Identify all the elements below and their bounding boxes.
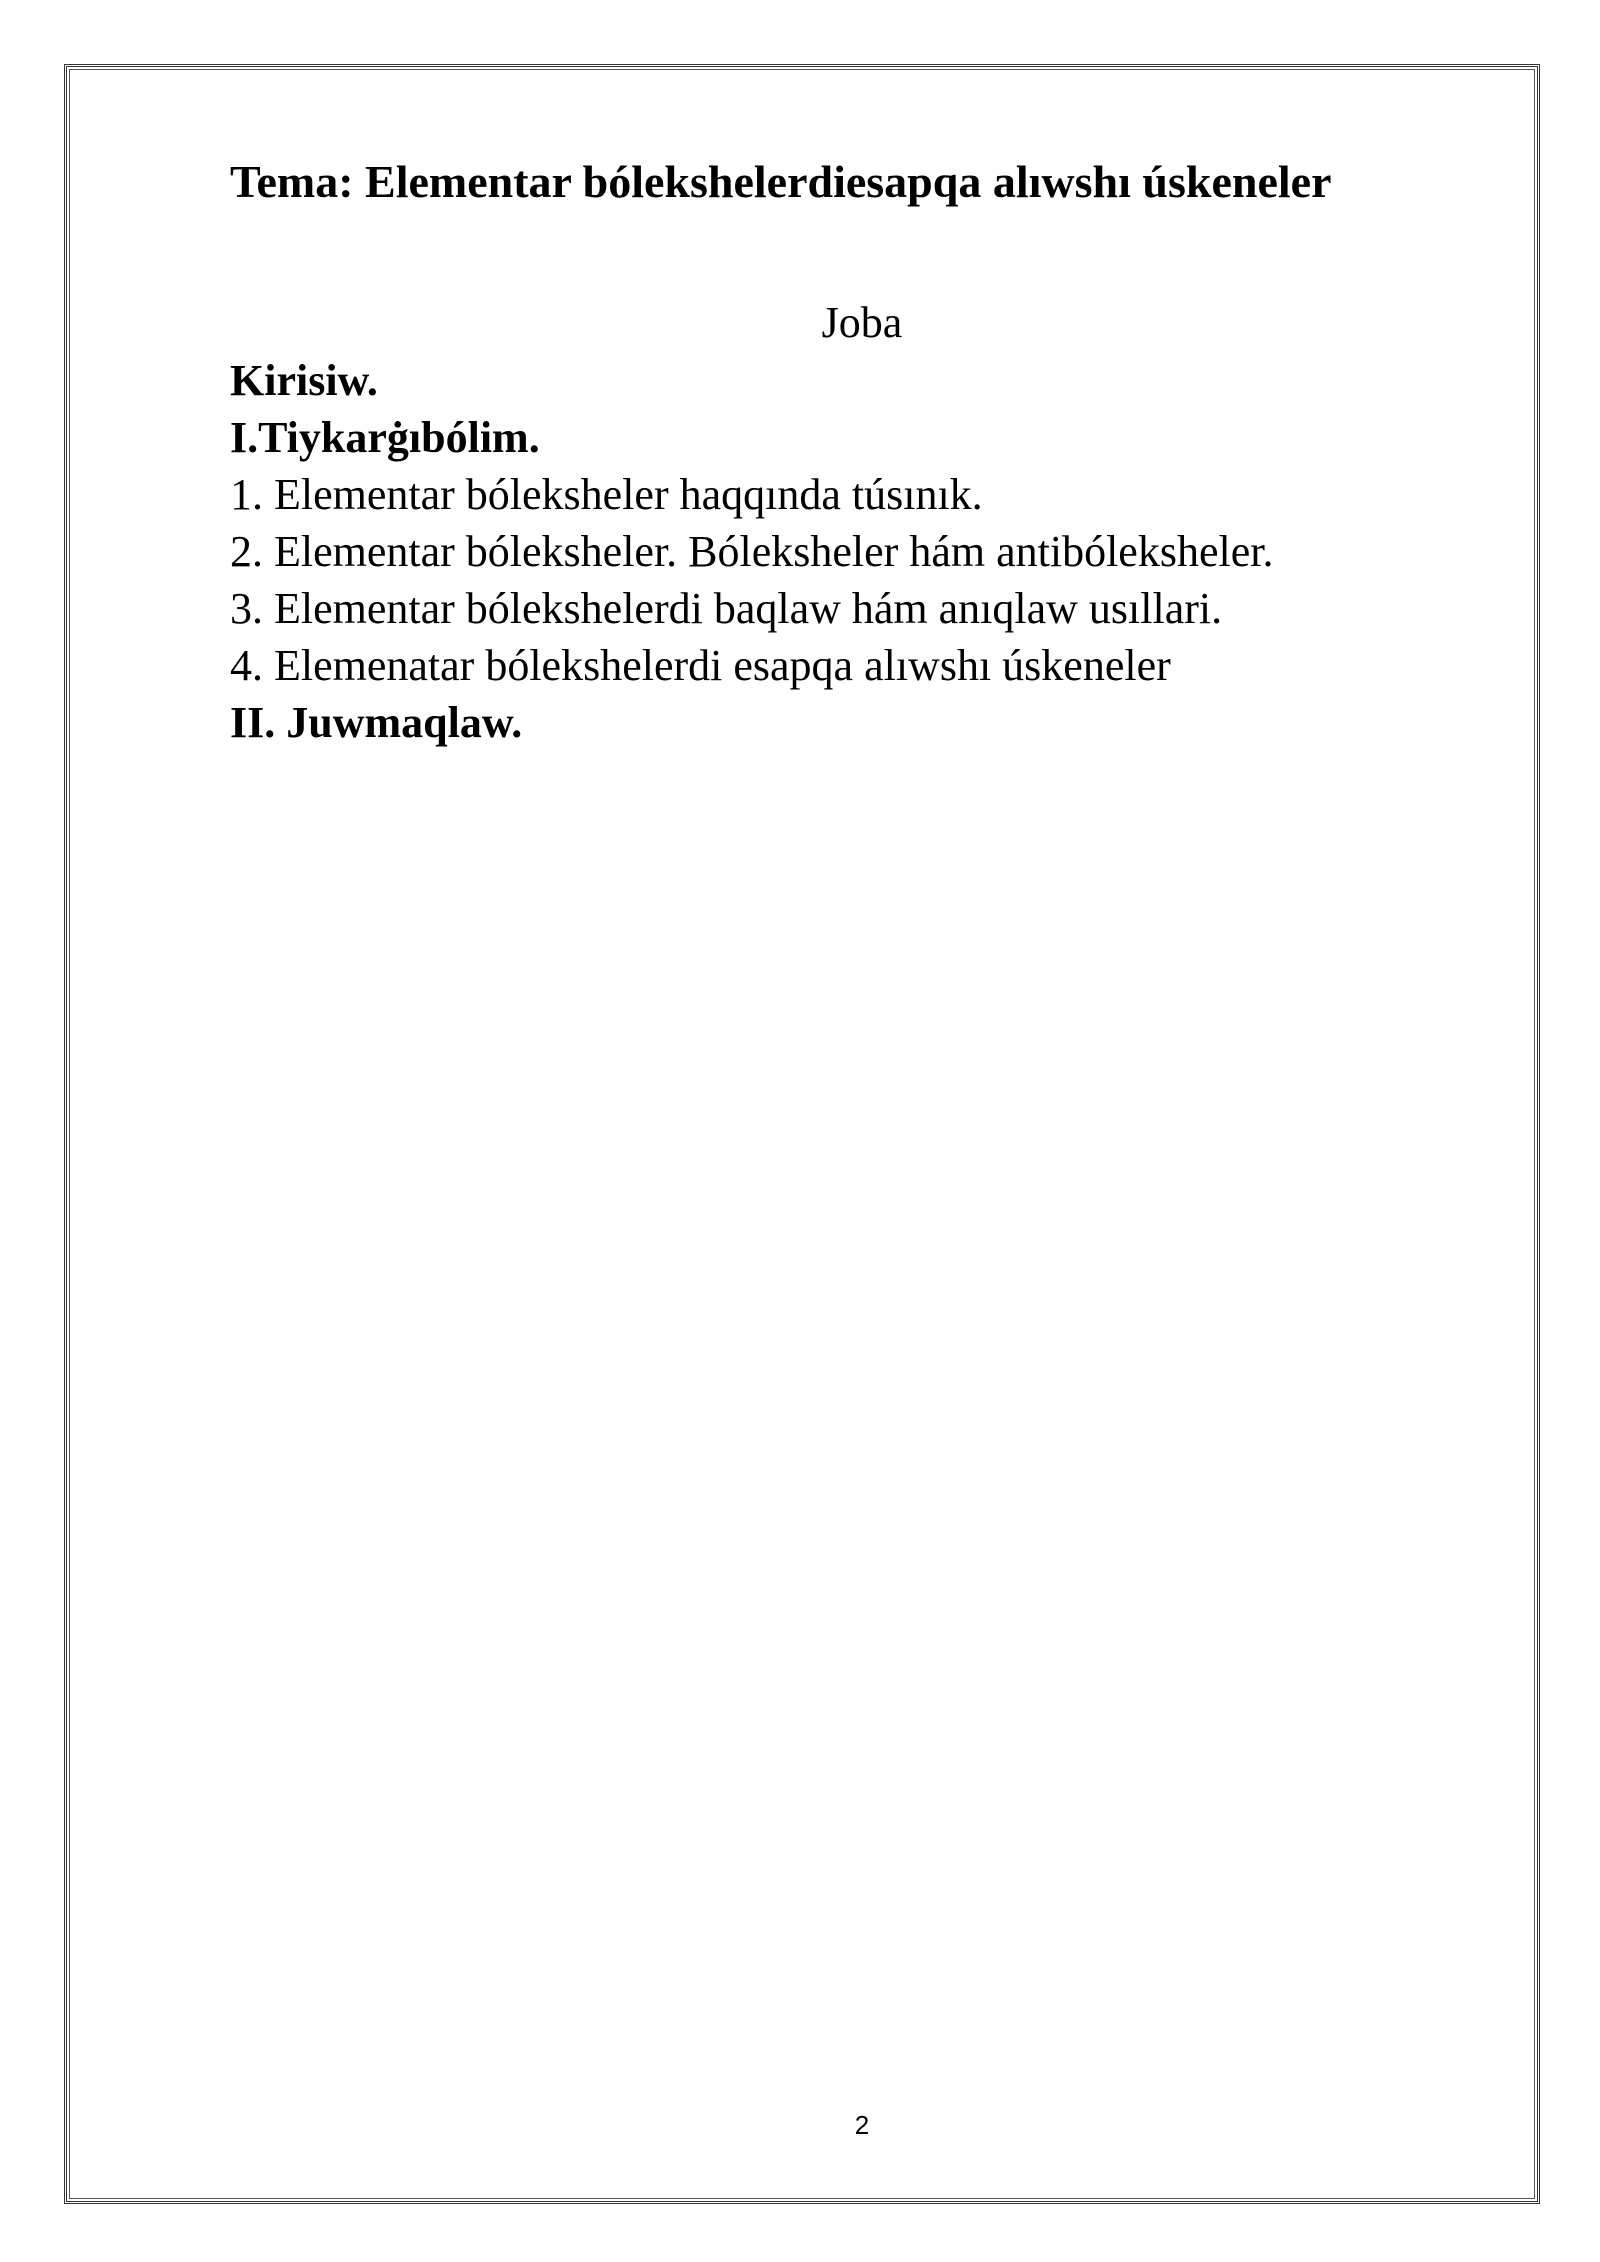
outline-item: 1. Elementar bóleksheler haqqında túsınık.	[230, 470, 983, 519]
outline-section-main: I.Tiykarġıbólim.	[230, 413, 540, 462]
document-title: Tema: Elementar bólekshelerdiesapqa alıwshı úskeneler	[230, 156, 1332, 207]
page-number: 2	[854, 2110, 870, 2140]
outline-item: 4. Elemenatar bólekshelerdi esapqa alıwshı úskeneler	[230, 641, 1171, 690]
plan-heading: Joba	[821, 298, 903, 347]
outline-conclusion: II. Juwmaqlaw.	[230, 698, 523, 747]
outline-item: 2. Elementar bóleksheler. Bóleksheler hám antibóleksheler.	[230, 527, 1274, 576]
outline-intro: Kirisiw.	[230, 356, 378, 405]
outline-item: 3. Elementar bólekshelerdi baqlaw hám anıqlaw usıllari.	[230, 584, 1223, 633]
plan-outline	[230, 352, 1273, 751]
